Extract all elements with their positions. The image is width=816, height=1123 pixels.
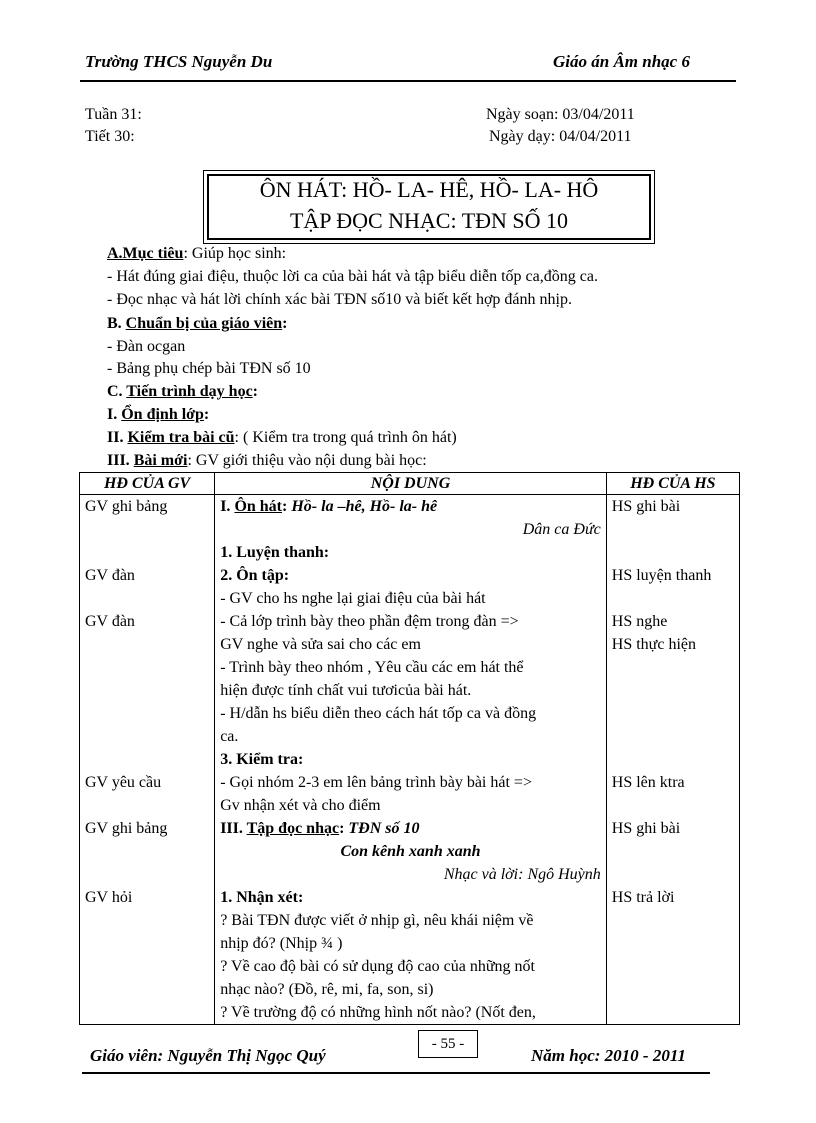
hs-r6: HS trả lời <box>611 889 675 906</box>
content-iii-label: Tập đọc nhạc <box>246 820 340 837</box>
content-s3-l1: - Gọi nhóm 2-3 em lên bảng trình bày bài hát => <box>220 774 532 791</box>
content-column <box>215 495 607 1025</box>
hs-r3b: HS thực hiện <box>611 636 696 653</box>
lesson-title-line1: ÔN HÁT: HỒ- LA- HÊ, HỒ- LA- HÔ <box>259 177 599 202</box>
page-number: - 55 - <box>418 1030 478 1058</box>
week-label: Tuần 31: <box>85 106 142 123</box>
section-ii-label: Kiểm tra bài cũ <box>127 429 235 446</box>
section-b-item1: - Đàn ocgan <box>107 338 186 355</box>
period-label: Tiết 30: <box>85 128 135 145</box>
content-n1-l3: ? Về cao độ bài có sử dụng độ cao của những nốt <box>220 958 535 975</box>
section-b <box>107 313 287 335</box>
section-a-item2: - Đọc nhạc và hát lời chính xác bài TĐN số10 và biết kết hợp đánh nhịp. <box>107 291 572 308</box>
header-hs: HĐ CỦA HS <box>606 473 739 495</box>
content-song-title: Con kênh xanh xanh <box>340 843 481 860</box>
lesson-title-line2: TẬP ĐỌC NHẠC: TĐN SỐ 10 <box>289 208 569 233</box>
section-a-label: A.Mục tiêu <box>107 245 184 262</box>
header-gv: HĐ CỦA GV <box>80 473 215 495</box>
content-i-colon: : <box>282 498 292 515</box>
content-i-label: Ôn hát <box>234 498 283 515</box>
section-iii-prefix: III. <box>107 452 134 469</box>
section-ii-prefix: II. <box>107 429 128 446</box>
content-s2-l7: ca. <box>220 728 239 745</box>
content-s3: 3. Kiểm tra: <box>220 751 304 768</box>
content-iii-heading <box>220 817 601 840</box>
section-c-prefix: C. <box>107 383 127 400</box>
section-ii-text: : ( Kiểm tra trong quá trình ôn hát) <box>234 429 457 446</box>
section-a-item1: - Hát đúng giai điệu, thuộc lời ca của bài hát và tập biểu diễn tốp ca,đồng ca. <box>107 268 598 285</box>
content-s2-l6: - H/dẫn hs biểu diễn theo cách hát tốp ca và đồng <box>220 705 537 722</box>
content-n1-l4: nhạc nào? (Đồ, rê, mi, fa, son, si) <box>220 981 434 998</box>
teach-date: Ngày dạy: 04/04/2011 <box>489 128 632 145</box>
gv-column <box>80 495 215 1025</box>
gv-r5: GV ghi bảng <box>85 820 168 837</box>
content-n1-l2: nhịp đó? (Nhịp ¾ ) <box>220 935 343 952</box>
section-a <box>107 243 286 265</box>
section-i-prefix: I. <box>107 406 122 423</box>
content-i-prefix: I. <box>220 498 235 515</box>
table-header-row <box>80 473 740 495</box>
content-s2-l4: - Trình bày theo nhóm , Yêu cầu các em hát thể <box>220 659 524 676</box>
section-c-label: Tiến trình dạy học <box>126 383 253 400</box>
hs-column <box>606 495 739 1025</box>
content-s1: 1. Luyện thanh: <box>220 544 330 561</box>
gv-r4: GV yêu cầu <box>85 774 162 791</box>
section-b-suffix: : <box>282 315 288 332</box>
section-b-prefix: B. <box>107 315 126 332</box>
section-c <box>107 381 258 403</box>
content-s2-l3: GV nghe và sửa sai cho các em <box>220 636 421 653</box>
lesson-title-box <box>203 170 655 244</box>
section-b-label: Chuẩn bị của giáo viên <box>125 315 283 332</box>
content-s2-l2: - Cả lớp trình bày theo phần đệm trong đàn => <box>220 613 519 630</box>
content-i-song: Hồ- la –hê, Hồ- la- hê <box>291 498 438 515</box>
header-content: NỘI DUNG <box>215 473 607 495</box>
content-iii-colon: : <box>339 820 349 837</box>
teacher-name: Giáo viên: Nguyễn Thị Ngọc Quý <box>90 1046 326 1065</box>
content-iii-name: TĐN số 10 <box>348 820 420 837</box>
section-iii-label: Bài mới <box>133 452 188 469</box>
content-iii-prefix: III. <box>220 820 247 837</box>
lesson-plan-table <box>79 472 740 1025</box>
section-iii <box>107 450 427 472</box>
section-a-text: : Giúp học sinh: <box>183 245 287 262</box>
section-i-label: Ổn định lớp <box>121 406 204 423</box>
section-ii <box>107 427 457 449</box>
content-n1-l5: ? Về trường độ có những hình nốt nào? (Nốt đen, <box>220 1004 536 1021</box>
gv-r3: GV đàn <box>85 613 135 630</box>
table-row <box>80 495 740 1025</box>
content-s3-l2: Gv nhận xét và cho điểm <box>220 797 381 814</box>
content-i-origin: Dân ca Đức <box>522 521 601 538</box>
content-s2: 2. Ôn tập: <box>220 567 290 584</box>
content-i-heading <box>220 495 601 518</box>
content-song-credit: Nhạc và lời: Ngô Huỳnh <box>443 866 601 883</box>
hs-r5: HS ghi bài <box>611 820 681 837</box>
content-n1: 1. Nhận xét: <box>220 889 304 906</box>
hs-r2: HS luyện thanh <box>611 567 712 584</box>
school-name: Trường THCS Nguyễn Du <box>85 52 273 71</box>
footer-rule <box>82 1072 710 1074</box>
hs-r1: HS ghi bài <box>611 498 681 515</box>
hs-r4: HS lên ktra <box>611 774 685 791</box>
hs-r3a: HS nghe <box>611 613 668 630</box>
school-year: Năm học: 2010 - 2011 <box>531 1046 686 1065</box>
section-iii-text: : GV giới thiệu vào nội dung bài học: <box>187 452 427 469</box>
content-n1-l1: ? Bài TĐN được viết ở nhịp gì, nêu khái niệm về <box>220 912 534 929</box>
header-rule <box>80 80 736 82</box>
section-c-suffix: : <box>252 383 258 400</box>
gv-r2: GV đàn <box>85 567 135 584</box>
section-i <box>107 404 209 426</box>
prep-date: Ngày soạn: 03/04/2011 <box>486 106 635 123</box>
content-s2-l1: - GV cho hs nghe lại giai điệu của bài hát <box>220 590 486 607</box>
gv-r1: GV ghi bảng <box>85 498 168 515</box>
document-title: Giáo án Âm nhạc 6 <box>553 52 690 71</box>
gv-r6: GV hỏi <box>85 889 133 906</box>
section-b-item2: - Bảng phụ chép bài TĐN số 10 <box>107 360 311 377</box>
content-s2-l5: hiện được tính chất vui tươicủa bài hát. <box>220 682 472 699</box>
section-i-suffix: : <box>203 406 210 423</box>
